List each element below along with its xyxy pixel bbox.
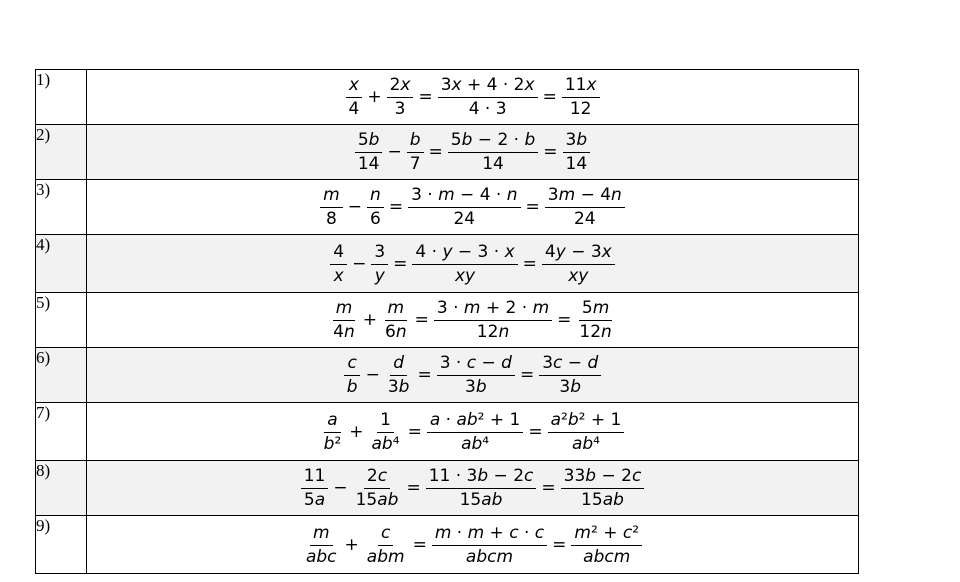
fraction — [345, 76, 362, 119]
equation — [327, 243, 617, 286]
fraction-denominator: 7 — [409, 154, 421, 174]
fraction-denominator: 4 — [348, 99, 360, 119]
fraction-numerator: 3m − 4n — [545, 186, 625, 208]
fraction — [545, 186, 625, 229]
operator: − — [365, 365, 380, 385]
equation — [318, 411, 628, 454]
operator: − — [347, 197, 362, 217]
fraction — [561, 467, 645, 510]
fraction — [385, 354, 413, 397]
fraction — [355, 131, 383, 174]
fraction-denominator: y — [374, 265, 385, 286]
fraction — [542, 243, 615, 286]
operator: = — [543, 142, 558, 162]
fraction-denominator: 6 — [369, 209, 381, 229]
fraction-numerator: m · m + c · c — [432, 524, 547, 546]
fraction-denominator: xy — [454, 265, 476, 286]
fraction-numerator: 3x + 4 · 2x — [438, 76, 538, 98]
fraction-denominator: 15ab — [459, 490, 503, 510]
fraction — [427, 411, 524, 454]
fraction-denominator: 3b — [465, 377, 487, 397]
equation-cell — [87, 461, 859, 516]
fraction-denominator: 3b — [387, 377, 410, 397]
operator: + — [367, 87, 382, 107]
fraction-numerator: 3b — [563, 131, 591, 153]
operator: = — [541, 478, 556, 498]
fraction — [407, 131, 424, 174]
operator: + — [362, 310, 378, 330]
fraction-denominator: 14 — [565, 154, 588, 174]
row-number: 3) — [36, 180, 87, 235]
fraction — [563, 131, 591, 174]
equation — [352, 131, 593, 174]
fraction — [408, 186, 520, 229]
fraction — [434, 299, 552, 342]
fraction — [371, 243, 388, 286]
fraction-denominator: 14 — [482, 154, 504, 174]
fraction-denominator: 15ab — [581, 490, 624, 510]
equation — [341, 354, 604, 397]
table-row — [36, 348, 859, 403]
fraction — [412, 243, 517, 286]
operator: = — [525, 197, 540, 217]
fraction — [344, 354, 361, 397]
fraction-numerator: m — [385, 299, 408, 321]
fraction — [353, 467, 402, 510]
fraction — [437, 354, 515, 397]
equation — [300, 524, 645, 567]
operator: − — [352, 253, 367, 274]
fraction-denominator: abm — [366, 546, 405, 567]
fraction-numerator: 5m — [579, 299, 612, 321]
equation-cell — [87, 70, 859, 125]
operator: = — [407, 421, 422, 442]
fraction-numerator: 1 — [377, 411, 394, 433]
fraction-denominator: 3 — [394, 99, 406, 119]
fraction — [576, 299, 614, 342]
fraction — [330, 299, 358, 342]
operator: = — [557, 310, 572, 330]
table-row — [36, 461, 859, 516]
fraction-numerator: 3 — [371, 243, 388, 265]
table-row — [36, 180, 859, 235]
operator: = — [414, 310, 429, 330]
row-number: 8) — [36, 461, 87, 516]
operator: = — [528, 421, 543, 442]
fraction-denominator: 6n — [385, 322, 407, 342]
fraction — [426, 467, 537, 510]
equation-cell — [87, 125, 859, 180]
fraction-denominator: b² — [323, 433, 342, 454]
fraction-denominator: 4n — [333, 322, 355, 342]
fraction-numerator: 3 · m − 4 · n — [408, 186, 520, 208]
operator: = — [406, 478, 421, 498]
equation-cell — [87, 403, 859, 461]
fraction-numerator: 11 — [301, 467, 329, 489]
fraction-denominator: 4 · 3 — [468, 99, 507, 119]
fraction — [548, 411, 625, 454]
row-number: 4) — [36, 235, 87, 293]
fraction-numerator: m — [310, 524, 333, 546]
table-row — [36, 516, 859, 574]
fraction-denominator: ab⁴ — [371, 433, 400, 454]
fraction-denominator: ab⁴ — [461, 433, 490, 454]
fraction-numerator: 2c — [364, 467, 390, 489]
fraction-numerator: 3 · c − d — [437, 354, 515, 376]
operator: + — [344, 534, 359, 555]
fraction — [301, 467, 329, 510]
table-row — [36, 403, 859, 461]
fraction-numerator: 33b − 2c — [561, 467, 645, 489]
operator: = — [417, 365, 432, 385]
operator: = — [393, 253, 408, 274]
fraction-denominator: 12n — [476, 322, 510, 342]
fraction-numerator: 3 · m + 2 · m — [434, 299, 552, 321]
fraction-denominator: 12n — [579, 322, 612, 342]
fraction-denominator: abcm — [465, 546, 514, 567]
fraction-numerator: c — [378, 524, 393, 546]
fraction-numerator: 11x — [562, 76, 600, 98]
fraction — [438, 76, 538, 119]
fraction-denominator: 15ab — [355, 490, 399, 510]
fraction — [303, 524, 340, 567]
fraction-denominator: ab⁴ — [571, 433, 600, 454]
fraction-denominator: b — [346, 377, 358, 397]
fraction-denominator: abc — [305, 546, 337, 567]
equation-cell — [87, 516, 859, 574]
operator: = — [418, 87, 433, 107]
fraction-numerator: 4y − 3x — [542, 243, 615, 265]
table-row — [36, 293, 859, 348]
operator: − — [333, 478, 348, 498]
fraction — [432, 524, 547, 567]
fraction-numerator: 4 — [330, 243, 347, 265]
fraction-denominator: 5a — [303, 490, 326, 510]
fraction-numerator: n — [367, 186, 384, 208]
fraction-numerator: m — [333, 299, 356, 321]
fraction-numerator: 4 · y − 3 · x — [412, 243, 517, 265]
fraction — [539, 354, 601, 397]
row-number: 6) — [36, 348, 87, 403]
equations-table-body — [36, 70, 859, 574]
fraction-denominator: 3b — [559, 377, 582, 397]
row-number: 1) — [36, 70, 87, 125]
fraction-denominator: 8 — [326, 209, 337, 229]
fraction-numerator: x — [346, 76, 362, 98]
fraction — [387, 76, 414, 119]
fraction — [367, 186, 384, 229]
fraction-numerator: b — [407, 131, 424, 153]
operator: − — [387, 142, 402, 162]
table-row — [36, 70, 859, 125]
fraction-numerator: 11 · 3b − 2c — [426, 467, 537, 489]
fraction-numerator: a²b² + 1 — [548, 411, 625, 433]
fraction-numerator: c — [344, 354, 359, 376]
fraction-numerator: m² + c² — [571, 524, 642, 546]
equation — [342, 76, 602, 119]
fraction — [330, 243, 347, 286]
operator: + — [349, 421, 364, 442]
fraction-numerator: a · ab² + 1 — [427, 411, 524, 433]
operator: = — [542, 87, 557, 107]
fraction — [320, 186, 343, 229]
equations-table — [35, 69, 859, 574]
equation — [298, 467, 648, 510]
operator: = — [522, 253, 537, 274]
fraction-numerator: 5b − 2 · b — [448, 131, 539, 153]
fraction — [321, 411, 345, 454]
row-number: 7) — [36, 403, 87, 461]
fraction-numerator: 5b — [355, 131, 383, 153]
operator: = — [552, 534, 567, 555]
fraction-numerator: 3c − d — [539, 354, 601, 376]
fraction — [364, 524, 408, 567]
equation-cell — [87, 235, 859, 293]
equation — [317, 186, 628, 229]
fraction-denominator: 12 — [569, 99, 592, 119]
operator: = — [519, 365, 535, 385]
fraction — [571, 524, 642, 567]
equation — [327, 299, 618, 342]
table-row — [36, 125, 859, 180]
row-number: 2) — [36, 125, 87, 180]
fraction-denominator: x — [333, 265, 344, 286]
fraction-numerator: m — [320, 186, 343, 208]
equation-cell — [87, 348, 859, 403]
equation-cell — [87, 293, 859, 348]
fraction-denominator: 24 — [453, 209, 476, 229]
fraction-denominator: 24 — [573, 209, 596, 229]
table-row — [36, 235, 859, 293]
fraction-numerator: a — [324, 411, 340, 433]
fraction-denominator: abcm — [583, 546, 631, 567]
fraction-denominator: 14 — [357, 154, 380, 174]
row-number: 5) — [36, 293, 87, 348]
fraction-numerator: d — [390, 354, 407, 376]
operator: = — [412, 534, 427, 555]
fraction — [448, 131, 539, 174]
fraction-denominator: xy — [568, 265, 589, 286]
equation-cell — [87, 180, 859, 235]
row-number: 9) — [36, 516, 87, 574]
fraction-numerator: 2x — [387, 76, 414, 98]
fraction — [369, 411, 403, 454]
operator: = — [388, 197, 404, 217]
operator: = — [428, 142, 443, 162]
fraction — [382, 299, 410, 342]
fraction — [562, 76, 600, 119]
